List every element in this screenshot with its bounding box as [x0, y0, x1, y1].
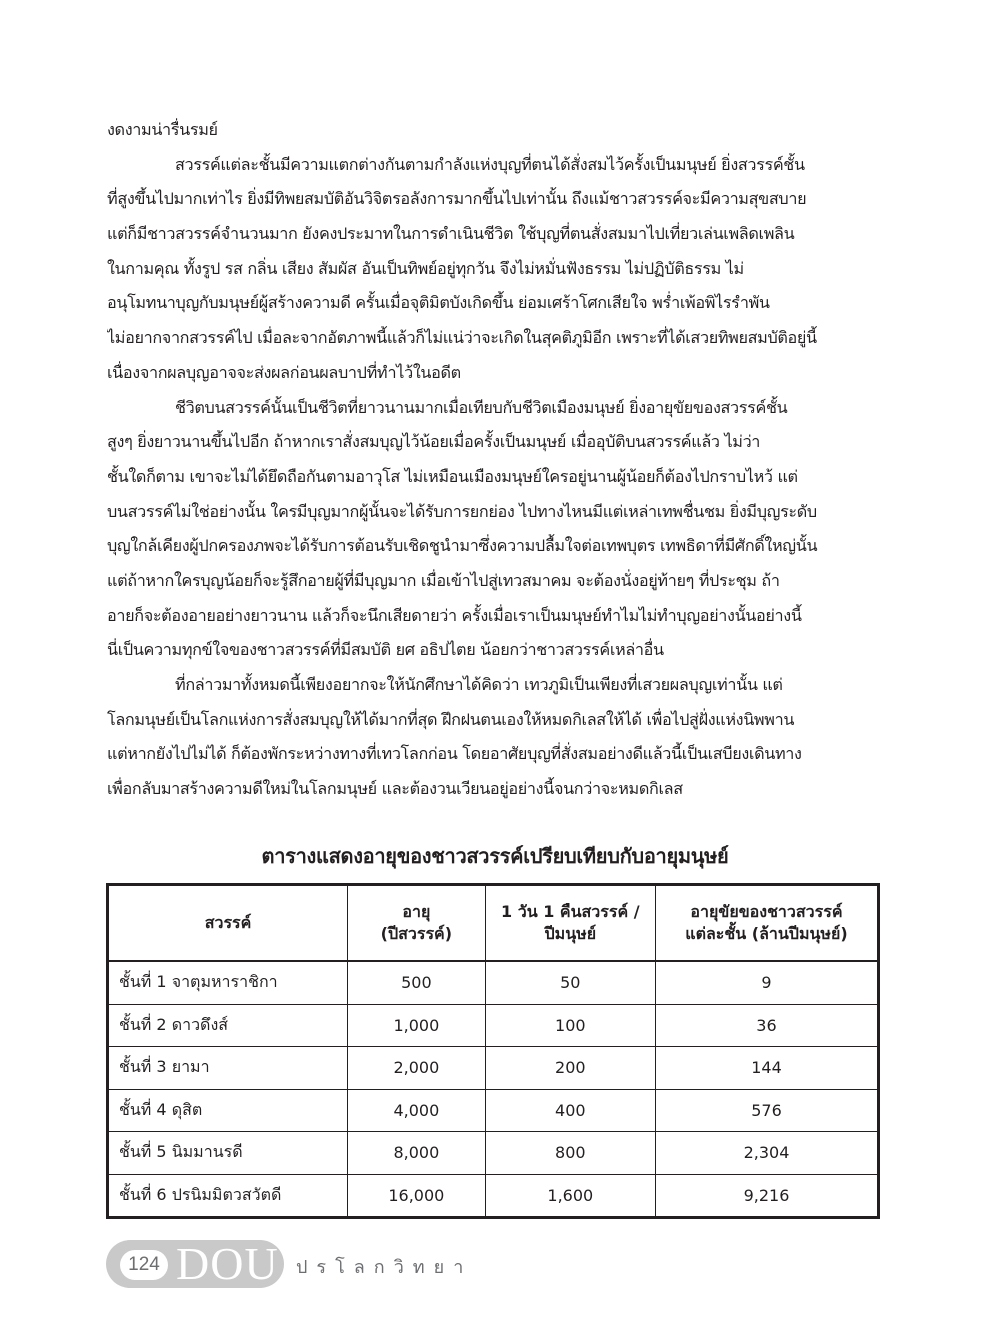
column-header: [108, 885, 348, 962]
header-line: แต่ละชั้น (ล้านปีมนุษย์): [685, 924, 848, 943]
heaven-lifespan-table: [106, 883, 880, 1219]
text-line: สูงๆ ยิ่งยาวนานขึ้นไปอีก ถ้าหากเราสั่งสมบุญไว้น้อยเมื่อครั้งเป็นมนุษย์ เมื่ออุบัติบนสวรรค์แล้ว ไม่ว่า: [107, 432, 761, 452]
header-line: 1 วัน 1 คืนสวรรค์ /: [501, 902, 640, 921]
text-line: บนสวรรค์ไม่ใช่อย่างนั้น ใครมีบุญมากผู้นั้นจะได้รับการยกย่อง ไปทางไหนมีแต่เหล่าเทพชื่นชม ยิ่งมีบุญระดับ: [107, 501, 817, 521]
body-text: [107, 113, 883, 807]
column-header: [655, 885, 878, 962]
table-cell: ชั้นที่ 1 จาตุมหาราชิกา: [108, 961, 348, 1004]
table-cell: 576: [655, 1089, 878, 1132]
text-line: โลกมนุษย์เป็นโลกแห่งการสั่งสมบุญให้ได้มากที่สุด ฝึกฝนตนเองให้หมดกิเลสให้ได้ เพื่อไปสู่ฝั่งแห่งนิพพาน: [107, 709, 795, 729]
table-cell: 4,000: [348, 1089, 486, 1132]
header-line: (ปีสวรรค์): [380, 924, 453, 943]
dou-logo: DOU: [176, 1238, 279, 1289]
text-line: บุญใกล้เคียงผู้ปกครองภพจะได้รับการต้อนรับเชิดชูนำมาซึ่งความปลื้มใจต่อเทพบุตร เทพธิดาที่มีศักดิ์ใหญ่นั้น: [107, 536, 818, 556]
table-row: [108, 1174, 879, 1218]
header-line: อายุ: [402, 902, 431, 921]
text-line: แต่ถ้าหากใครบุญน้อยก็จะรู้สึกอายผู้ที่มีบุญมาก เมื่อเข้าไปสู่เทวสมาคม จะต้องนั่งอยู่ท้ายๆ ที่ประชุม ถ้า: [107, 570, 780, 590]
table-cell: 800: [485, 1132, 655, 1175]
table-row: [108, 1047, 879, 1090]
column-header: [485, 885, 655, 962]
text-line: แต่หากยังไปไม่ได้ ก็ต้องพักระหว่างทางที่เทวโลกก่อน โดยอาศัยบุญที่สั่งสมอย่างดีแล้วนี้เป็นเสบียงเดินทาง: [107, 744, 802, 764]
text-line: ที่กล่าวมาทั้งหมดนี้เพียงอยากจะให้นักศึกษาได้คิดว่า เทวภูมิเป็นเพียงที่เสวยผลบุญเท่านั้น แต่: [175, 675, 783, 694]
table-cell: 400: [485, 1089, 655, 1132]
table-header-row: [108, 885, 879, 962]
table-row: [108, 1089, 879, 1132]
table-row: [108, 1004, 879, 1047]
text-line: ไม่อยากจากสวรรค์ไป เมื่อละจากอัตภาพนี้แล้วก็ไม่แน่ว่าจะเกิดในสุคติภูมิอีก เพราะที่ได้เสวยทิพยสมบัติอยู่นี้: [107, 328, 817, 348]
table-cell: 36: [655, 1004, 878, 1047]
table-cell: ชั้นที่ 5 นิมมานรดี: [108, 1132, 348, 1175]
table-cell: 100: [485, 1004, 655, 1047]
paragraph-heaven-life: [107, 391, 883, 426]
table-cell: 144: [655, 1047, 878, 1090]
paragraph-intro: [107, 113, 883, 148]
table-cell: 2,000: [348, 1047, 486, 1090]
table-cell: 9: [655, 961, 878, 1004]
page-number: 124: [120, 1250, 168, 1280]
text-line: แต่ก็มีชาวสวรรค์จำนวนมาก ยังคงประมาทในการดำเนินชีวิต ใช้บุญที่ตนสั่งสมมาไปเที่ยวเล่นเพลิดเพลิน: [107, 224, 795, 244]
header-line: ปีมนุษย์: [544, 924, 597, 943]
table-cell: 1,000: [348, 1004, 486, 1047]
text-line: ชีวิตบนสวรรค์นั้นเป็นชีวิตที่ยาวนานมากเมื่อเทียบกับชีวิตเมืองมนุษย์ ยิ่งอายุขัยของสวรรค์ชั้น: [175, 397, 788, 417]
paragraph-heaven-levels-cont: [107, 182, 883, 390]
table-title: ตารางแสดงอายุของชาวสวรรค์เปรียบเทียบกับอายุมนุษย์: [261, 844, 729, 868]
table-row: [108, 1132, 879, 1175]
table-cell: 1,600: [485, 1174, 655, 1218]
text-line: ในกามคุณ ทั้งรูป รส กลิ่น เสียง สัมผัส อันเป็นทิพย์อยู่ทุกวัน จึงไม่หมั่นฟังธรรม ไม่ปฏิบัติธรรม ไม่: [107, 258, 744, 278]
table-row: [108, 961, 879, 1004]
text-line: ชั้นใดก็ตาม เขาจะไม่ได้ยึดถือกันตามอาวุโส ไม่เหมือนเมืองมนุษย์ใครอยู่นานผู้น้อยก็ต้องไปกราบไหว้ แต่: [107, 466, 798, 486]
paragraph-conclusion-cont: [107, 703, 883, 807]
table-cell: 500: [348, 961, 486, 1004]
text-line: อายก็จะต้องอายอย่างยาวนาน แล้วก็จะนึกเสียดายว่า ครั้งเมื่อเราเป็นมนุษย์ทำไมไม่ทำบุญอย่างนั้นอย่างนี้: [107, 605, 802, 625]
footer-badge: [106, 1240, 284, 1288]
table-cell: ชั้นที่ 3 ยามา: [108, 1047, 348, 1090]
text-line: สวรรค์แต่ละชั้นมีความแตกต่างกันตามกำลังแห่งบุญที่ตนได้สั่งสมไว้ครั้งเป็นมนุษย์ ยิ่งสวรรค์ชั้น: [175, 154, 805, 174]
table-cell: ชั้นที่ 2 ดาวดึงส์: [108, 1004, 348, 1047]
header-line: สวรรค์: [204, 913, 252, 932]
text-line: นี่เป็นความทุกข์ใจของชาวสวรรค์ที่มีสมบัติ ยศ อธิปไตย น้อยกว่าชาวสวรรค์เหล่าอื่น: [107, 640, 664, 660]
table-cell: ชั้นที่ 4 ดุสิต: [108, 1089, 348, 1132]
table-cell: 16,000: [348, 1174, 486, 1218]
column-header: [348, 885, 486, 962]
paragraph-heaven-levels: [107, 148, 883, 183]
table-cell: 8,000: [348, 1132, 486, 1175]
table-cell: ชั้นที่ 6 ปรนิมมิตวสวัตดี: [108, 1174, 348, 1218]
paragraph-conclusion: [107, 668, 883, 703]
table-cell: 9,216: [655, 1174, 878, 1218]
header-line: อายุขัยของชาวสวรรค์: [690, 902, 843, 921]
text-line: อนุโมทนาบุญกับมนุษย์ผู้สร้างความดี ครั้นเมื่อจุติมิตบังเกิดขึ้น ย่อมเศร้าโศกเสียใจ พร่ำเพ้อพิไรรำพัน: [107, 293, 770, 313]
table-cell: 50: [485, 961, 655, 1004]
text-line: เพื่อกลับมาสร้างความดีใหม่ในโลกมนุษย์ และต้องวนเวียนอยู่อย่างนี้จนกว่าจะหมดกิเลส: [107, 779, 683, 799]
paragraph-heaven-life-cont: [107, 425, 883, 668]
text-line: งดงามน่ารื่นรมย์: [107, 120, 218, 139]
subject-title: ปรโลกวิทยา: [296, 1257, 473, 1278]
text-line: เนื่องจากผลบุญอาจจะส่งผลก่อนผลบาปที่ทำไว้ในอดีต: [107, 362, 461, 382]
table-cell: 2,304: [655, 1132, 878, 1175]
text-line: ที่สูงขึ้นไปมากเท่าไร ยิ่งมีทิพยสมบัติอันวิจิตรอลังการมากขึ้นไปเท่านั้น ถึงแม้ชาวสวรรค์จะมีความสุขสบาย: [107, 189, 807, 209]
table-cell: 200: [485, 1047, 655, 1090]
